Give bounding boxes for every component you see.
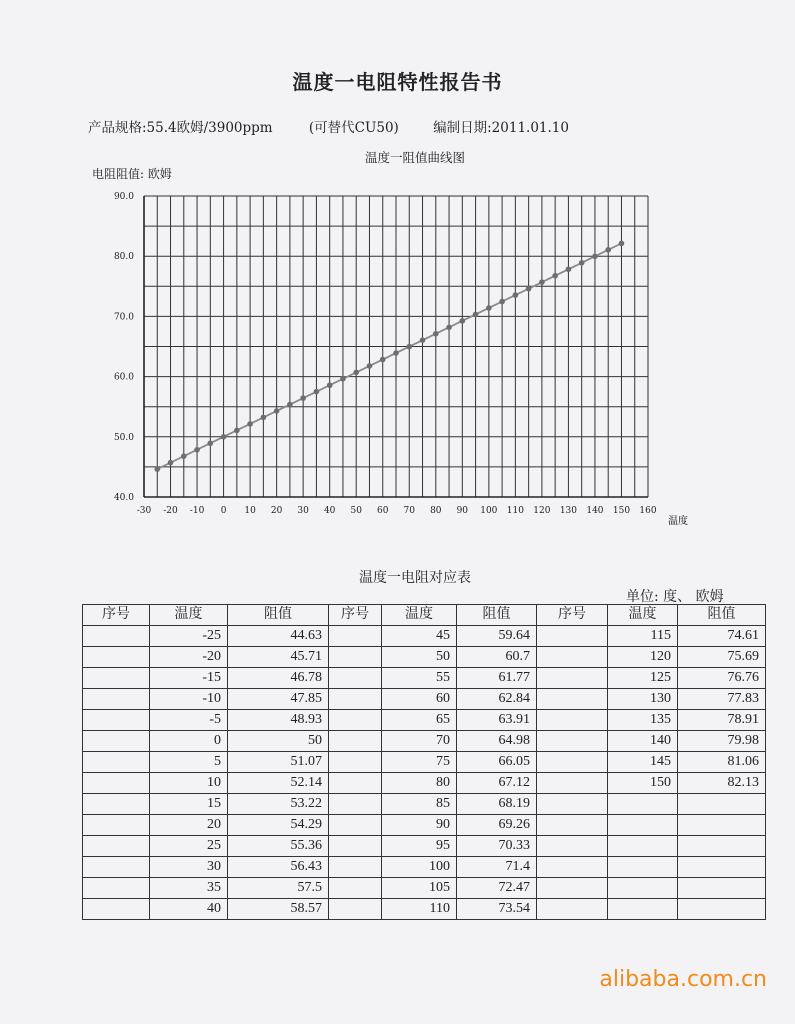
document-title: 温度一电阻特性报告书 [292, 70, 503, 94]
x-tick-label: 130 [559, 506, 578, 516]
table-cell: 90 [382, 815, 457, 836]
table-cell: 71.4 [457, 857, 537, 878]
table-row [83, 710, 766, 731]
data-point [261, 415, 267, 421]
table-cell: 70.33 [457, 836, 537, 857]
table-cell [537, 857, 608, 878]
table-cell: 44.63 [228, 626, 329, 647]
table-cell [329, 668, 382, 689]
table-cell: -20 [150, 647, 228, 668]
table-cell [537, 773, 608, 794]
data-point [579, 260, 585, 266]
data-point [393, 350, 399, 356]
watermark-text: alibaba.com.cn [599, 967, 767, 992]
table-row [83, 773, 766, 794]
table-cell [678, 815, 766, 836]
table-cell [537, 731, 608, 752]
table-cell: 10 [150, 773, 228, 794]
table-cell [83, 731, 150, 752]
table-cell [329, 794, 382, 815]
x-tick-label: -20 [163, 506, 178, 516]
table-cell: 75.69 [678, 647, 766, 668]
table-cell: 20 [150, 815, 228, 836]
table-cell [678, 836, 766, 857]
x-tick-label: -30 [136, 506, 152, 516]
table-cell: 35 [150, 878, 228, 899]
data-point [287, 402, 293, 408]
table-cell [83, 710, 150, 731]
table-cell [329, 815, 382, 836]
y-tick-label: 50.0 [113, 432, 134, 443]
table-cell: 105 [382, 878, 457, 899]
y-axis-label: 电阻阻值: 欧姆 [92, 167, 172, 181]
table-cell: 78.91 [678, 710, 766, 731]
table-cell [608, 857, 678, 878]
data-point [552, 273, 558, 279]
table-cell [83, 689, 150, 710]
data-point [221, 434, 227, 440]
table-cell [83, 794, 150, 815]
table-cell: 64.98 [457, 731, 537, 752]
table-cell [537, 647, 608, 668]
table-cell: 40 [150, 899, 228, 920]
table-cell: 150 [608, 773, 678, 794]
table-cell [537, 899, 608, 920]
table-cell [537, 815, 608, 836]
table-cell [329, 836, 382, 857]
table-cell [537, 689, 608, 710]
table-cell: 79.98 [678, 731, 766, 752]
table-cell: 120 [608, 647, 678, 668]
table-cell: 30 [150, 857, 228, 878]
table-cell [608, 794, 678, 815]
data-point [619, 241, 625, 247]
data-point [380, 357, 386, 363]
table-row [83, 752, 766, 773]
table-cell [537, 626, 608, 647]
table-cell [678, 899, 766, 920]
table-cell [83, 857, 150, 878]
data-point [460, 318, 466, 324]
x-tick-label: 150 [612, 506, 631, 516]
table-cell [329, 626, 382, 647]
x-tick-label: 70 [403, 506, 415, 516]
data-point [168, 460, 174, 466]
data-point [605, 247, 611, 253]
table-cell: 69.26 [457, 815, 537, 836]
table-cell: 65 [382, 710, 457, 731]
table-cell [329, 899, 382, 920]
data-point [526, 286, 532, 292]
table-cell: 66.05 [457, 752, 537, 773]
x-tick-label: 40 [323, 506, 336, 516]
table-header-cell: 序号 [329, 605, 382, 626]
table-cell [537, 878, 608, 899]
x-tick-label: 60 [377, 506, 389, 516]
table-cell: 55.36 [228, 836, 329, 857]
y-tick-label: 40.0 [113, 493, 134, 503]
data-point [420, 337, 426, 343]
data-point [234, 428, 240, 434]
table-cell: 73.54 [457, 899, 537, 920]
table-header-cell: 阻值 [457, 605, 537, 626]
table-cell: 57.5 [228, 878, 329, 899]
y-tick-label: 70.0 [113, 312, 134, 323]
table-cell [537, 836, 608, 857]
table-cell [329, 857, 382, 878]
table-cell: 74.61 [678, 626, 766, 647]
table-cell: -15 [150, 668, 228, 689]
table-cell: 47.85 [228, 689, 329, 710]
data-point [406, 344, 412, 350]
table-cell [83, 878, 150, 899]
table-cell [329, 773, 382, 794]
table-cell: 70 [382, 731, 457, 752]
table-cell: 59.64 [457, 626, 537, 647]
resistance-table [82, 604, 766, 920]
table-header-cell: 序号 [537, 605, 608, 626]
data-point [247, 421, 253, 427]
data-point [274, 408, 280, 414]
table-cell [329, 878, 382, 899]
x-tick-label: 10 [244, 506, 256, 516]
table-cell [537, 794, 608, 815]
table-cell [608, 836, 678, 857]
data-point [566, 266, 572, 272]
chart-title: 温度一阻值曲线图 [364, 150, 465, 165]
table-row [83, 899, 766, 920]
table-cell [329, 731, 382, 752]
table-cell: 75 [382, 752, 457, 773]
table-cell [329, 710, 382, 731]
table-header-cell: 温度 [608, 605, 678, 626]
table-cell [678, 857, 766, 878]
table-cell [608, 878, 678, 899]
table-cell: 55 [382, 668, 457, 689]
table-row [83, 668, 766, 689]
table-row [83, 647, 766, 668]
table-cell: -5 [150, 710, 228, 731]
x-axis-label: 温度 [668, 516, 688, 527]
unit-note: 单位: 度、 欧姆 [626, 589, 724, 605]
spec-label: 产品规格:55.4欧姆/3900ppm [88, 120, 273, 136]
data-point [367, 363, 373, 369]
table-header-row [83, 605, 766, 626]
table-cell: 45 [382, 626, 457, 647]
x-tick-label: 90 [456, 506, 469, 516]
table-body [83, 626, 766, 920]
table-cell: 46.78 [228, 668, 329, 689]
data-point [340, 376, 346, 382]
table-cell: 140 [608, 731, 678, 752]
table-cell [83, 647, 150, 668]
table-cell: 125 [608, 668, 678, 689]
table-cell: 82.13 [678, 773, 766, 794]
table-cell: 56.43 [228, 857, 329, 878]
table-cell: 62.84 [457, 689, 537, 710]
table-cell [608, 815, 678, 836]
table-header-cell: 温度 [382, 605, 457, 626]
table-header-cell: 序号 [83, 605, 150, 626]
table-cell: 72.47 [457, 878, 537, 899]
y-tick-label: 80.0 [113, 252, 134, 263]
x-tick-label: 140 [586, 506, 604, 516]
data-point [154, 466, 160, 472]
table-cell [537, 752, 608, 773]
x-tick-label: 120 [533, 506, 551, 516]
data-point [314, 389, 320, 395]
table-cell [678, 878, 766, 899]
table-cell: 81.06 [678, 752, 766, 773]
data-point [433, 331, 439, 337]
table-cell: 77.83 [678, 689, 766, 710]
x-tick-label: 80 [430, 506, 442, 516]
date-label: 编制日期:2011.01.10 [433, 120, 569, 136]
data-point [473, 312, 479, 318]
data-point [194, 447, 200, 453]
x-tick-label: 0 [220, 506, 227, 516]
table-cell: 63.91 [457, 710, 537, 731]
table-cell: 76.76 [678, 668, 766, 689]
table-cell: 0 [150, 731, 228, 752]
table-cell [83, 815, 150, 836]
data-point [300, 395, 306, 401]
data-point [486, 305, 492, 311]
table-cell: 135 [608, 710, 678, 731]
table-cell [83, 626, 150, 647]
y-tick-label: 90.0 [113, 192, 134, 202]
data-point [446, 324, 452, 330]
table-cell: 68.19 [457, 794, 537, 815]
table-cell: 25 [150, 836, 228, 857]
x-tick-label: 110 [506, 506, 524, 516]
table-cell [537, 668, 608, 689]
table-cell: 110 [382, 899, 457, 920]
table-cell: 85 [382, 794, 457, 815]
table-cell [83, 668, 150, 689]
data-point [181, 453, 187, 459]
x-tick-label: 50 [350, 506, 362, 516]
table-cell: -10 [150, 689, 228, 710]
table-cell: 60.7 [457, 647, 537, 668]
table-cell: 5 [150, 752, 228, 773]
x-tick-label: -10 [189, 506, 205, 516]
chart-grid [144, 196, 648, 497]
table-cell: 50 [382, 647, 457, 668]
table-cell [329, 647, 382, 668]
table-cell [329, 689, 382, 710]
table-row [83, 836, 766, 857]
table-cell: 52.14 [228, 773, 329, 794]
table-cell: 15 [150, 794, 228, 815]
table-cell [83, 899, 150, 920]
table-title: 温度一电阻对应表 [359, 570, 471, 586]
table-cell: 51.07 [228, 752, 329, 773]
table-cell: 95 [382, 836, 457, 857]
table-row [83, 626, 766, 647]
table-cell [83, 836, 150, 857]
data-point [208, 440, 214, 446]
table-cell: 80 [382, 773, 457, 794]
table-cell: 115 [608, 626, 678, 647]
table-header-cell: 阻值 [678, 605, 766, 626]
table-row [83, 794, 766, 815]
x-tick-label: 160 [639, 506, 657, 516]
table-cell [678, 794, 766, 815]
replacement-note: (可替代CU50) [308, 120, 399, 136]
table-cell: 54.29 [228, 815, 329, 836]
table-header-cell: 阻值 [228, 605, 329, 626]
data-point [513, 292, 519, 298]
table-cell [608, 899, 678, 920]
table-row [83, 731, 766, 752]
data-point [499, 299, 505, 305]
table-cell: 58.57 [228, 899, 329, 920]
y-tick-label: 60.0 [113, 372, 134, 383]
x-tick-label: 20 [270, 506, 283, 516]
data-point [592, 254, 598, 260]
table-row [83, 815, 766, 836]
table-cell: 100 [382, 857, 457, 878]
table-cell: 145 [608, 752, 678, 773]
table-cell: 67.12 [457, 773, 537, 794]
data-point [327, 382, 333, 388]
table-row [83, 689, 766, 710]
table-cell: 61.77 [457, 668, 537, 689]
table-cell: 45.71 [228, 647, 329, 668]
data-point [353, 370, 359, 376]
table-cell: -25 [150, 626, 228, 647]
table-cell [83, 773, 150, 794]
data-point [539, 279, 545, 285]
table-cell: 53.22 [228, 794, 329, 815]
x-tick-label: 100 [480, 506, 498, 516]
table-cell [537, 710, 608, 731]
table-row [83, 857, 766, 878]
table-cell: 48.93 [228, 710, 329, 731]
x-tick-label: 30 [297, 506, 309, 516]
table-cell [329, 752, 382, 773]
table-cell [83, 752, 150, 773]
table-cell: 50 [228, 731, 329, 752]
table-cell: 60 [382, 689, 457, 710]
table-row [83, 878, 766, 899]
table-header-cell: 温度 [150, 605, 228, 626]
series-line [157, 243, 621, 469]
table-cell: 130 [608, 689, 678, 710]
